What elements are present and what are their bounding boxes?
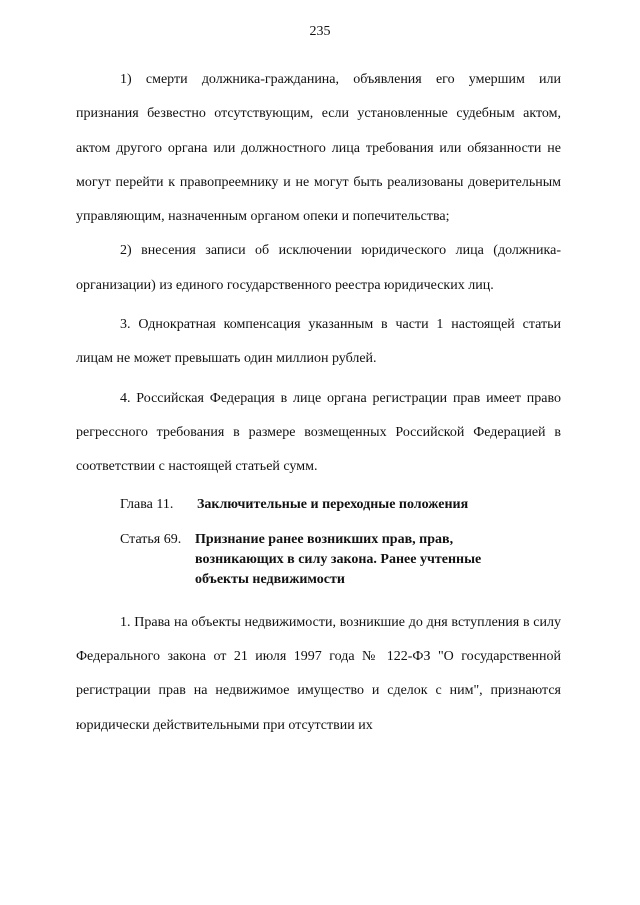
article-heading: [76, 530, 561, 590]
article-title: [195, 530, 561, 590]
paragraph-part-4: 4. Российская Федерация в лице органа регистрации прав имеет право регрессного требования в размере возмещенных Российской Федерацией в соответствии с настоящей статьей сумм.: [76, 390, 561, 475]
document-body: [76, 63, 561, 743]
article-paragraph-1: 1. Права на объекты недвижимости, возникшие до дня вступления в силу Федерального закона от 21 июля 1997 года № 122-ФЗ "О государственной регистрации прав на недвижимое имущество и сделок с ним", признаются юридически действительными при отсутствии их: [76, 614, 561, 733]
chapter-number: Глава 11.: [120, 496, 174, 512]
paragraph-item-1: 1) смерти должника-гражданина, объявления его умершим или признания безвестно отсутствующим, если установленные судебным актом, актом другого органа или должностного лица требования или обязанности не могут перейти к правопреемнику и не могут быть реализованы доверительным управляющим, назначенным органом опеки и попечительства;: [76, 72, 561, 225]
article-title-line: возникающих в силу закона. Ранее учтенные: [195, 551, 482, 567]
paragraph-item-2: 2) внесения записи об исключении юридического лица (должника-организации) из единого государственного реестра юридических лиц.: [76, 243, 561, 293]
article-number: Статья 69.: [120, 531, 182, 547]
page-number: 235: [309, 24, 331, 39]
chapter-heading: [76, 488, 561, 522]
paragraph-part-3: 3. Однократная компенсация указанным в части 1 настоящей статьи лицам не может превышать один миллион рублей.: [76, 317, 561, 367]
article-title-line: Признание ранее возникших прав, прав,: [195, 531, 454, 547]
chapter-title: Заключительные и переходные положения: [197, 496, 469, 512]
article-title-line: объекты недвижимости: [195, 571, 345, 587]
